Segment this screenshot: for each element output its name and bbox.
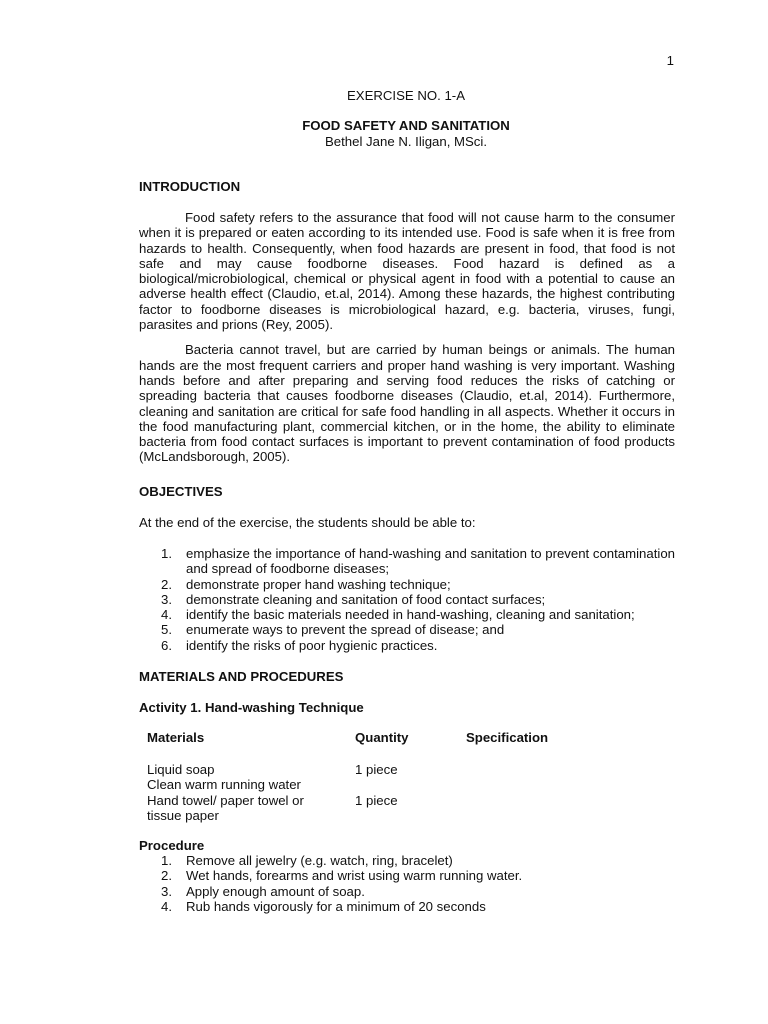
list-item: 3. demonstrate cleaning and sanitation of food contact surfaces; xyxy=(161,591,546,607)
table-cell: Hand towel/ paper towel or xyxy=(147,792,304,808)
table-cell: 1 piece xyxy=(355,792,398,808)
list-item: 6. identify the risks of poor hygienic practices. xyxy=(161,637,438,653)
objectives-intro: At the end of the exercise, the students should be able to: xyxy=(139,515,476,530)
list-item: 4. identify the basic materials needed in hand-washing, cleaning and sanitation; xyxy=(161,607,635,623)
page-number: 1 xyxy=(666,53,674,68)
introduction-body xyxy=(139,210,675,465)
list-item: 1. emphasize the importance of hand-washing and sanitation to prevent contamination and spread of foodborne diseases; xyxy=(161,546,675,577)
list-item: 3. Apply enough amount of soap. xyxy=(161,883,365,899)
introduction-heading: INTRODUCTION xyxy=(139,179,241,194)
procedure-heading: Procedure xyxy=(139,838,205,853)
table-cell: 1 piece xyxy=(355,762,398,777)
table-header-materials: Materials xyxy=(147,730,205,745)
table-cell xyxy=(355,777,398,792)
activity-heading: Activity 1. Hand-washing Technique xyxy=(139,700,364,715)
table-cell: tissue paper xyxy=(147,807,219,823)
table-header-specification: Specification xyxy=(466,730,549,745)
list-item: 5. enumerate ways to prevent the spread of disease; and xyxy=(161,622,505,638)
table-header-quantity: Quantity xyxy=(355,730,409,745)
quantity-column xyxy=(355,762,398,808)
materials-heading: MATERIALS AND PROCEDURES xyxy=(139,669,344,684)
author: Bethel Jane N. Iligan, MSci. xyxy=(325,134,487,149)
list-item: 2. Wet hands, forearms and wrist using warm running water. xyxy=(161,868,523,884)
procedure-list xyxy=(139,853,675,914)
materials-column xyxy=(147,762,304,823)
list-item: 1. Remove all jewelry (e.g. watch, ring, bracelet) xyxy=(161,853,453,868)
exercise-number: EXERCISE NO. 1-A xyxy=(347,88,465,103)
document-title: FOOD SAFETY AND SANITATION xyxy=(302,118,510,133)
table-cell: Liquid soap xyxy=(147,762,215,777)
table-cell: Clean warm running water xyxy=(147,777,301,793)
introduction-paragraph-2: Bacteria cannot travel, but are carried by human beings or animals. The human hands are the most frequent carriers and proper hand washing is very important. Washing hands before and after preparing and serving food reduces the risks of catching or spreading bacteria that causes foodborne diseases (Claudio, et.al, 2014). Furthermore, cleaning and sanitation are critical for safe food handling in all aspects. Whether it occurs in the food manufacturing plant, commercial kitchen, or in the home, the ability to eliminate bacteria from food contact surfaces is important to prevent contamination of food products (McLandsborough, 2005). xyxy=(139,342,675,465)
objectives-list xyxy=(139,546,675,653)
introduction-paragraph-1: Food safety refers to the assurance that food will not cause harm to the consumer when it is prepared or eaten according to its intended use. Food is safe when it is free from hazards to health. Consequently, when food hazards are present in food, that food is not safe and may cause foodborne diseases. Food hazard is defined as a biological/microbiological, chemical or physical agent in food with a potential to cause an adverse health effect (Claudio, et.al, 2014). Among these hazards, the highest contributing factor to foodborne diseases is microbiological hazard, e.g. bacteria, viruses, fungi, parasites and prions (Rey, 2005). xyxy=(139,210,675,333)
list-item: 4. Rub hands vigorously for a minimum of 20 seconds xyxy=(161,898,486,914)
objectives-heading: OBJECTIVES xyxy=(139,484,223,499)
list-item: 2. demonstrate proper hand washing technique; xyxy=(161,576,451,592)
